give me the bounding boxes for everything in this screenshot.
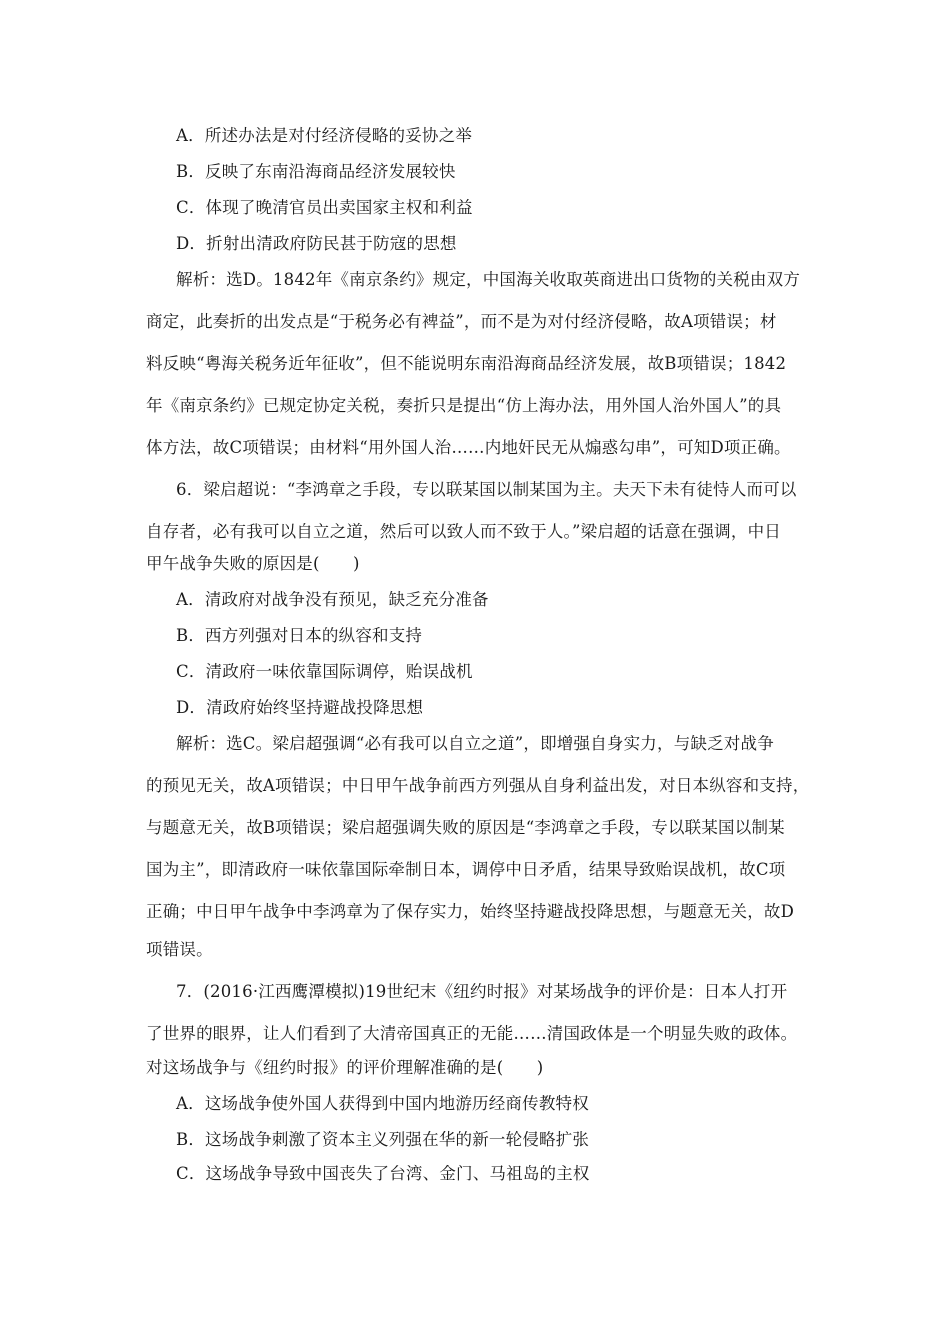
- q5-analysis-line: 解析：选D。1842年《南京条约》规定，中国海关收取英商进出口货物的关税由双方: [176, 270, 801, 289]
- q7-option-a: A．这场战争使外国人获得到中国内地游历经商传教特权: [176, 1094, 589, 1113]
- q6-option-c: C．清政府一味依靠国际调停，贻误战机: [176, 662, 473, 681]
- q5-analysis-line: 料反映“粤海关税务近年征收”，但不能说明东南沿海商品经济发展，故B项错误；1842: [146, 354, 787, 373]
- q6-analysis-line: 的预见无关，故A项错误；中日甲午战争前西方列强从自身利益出发，对日本纵容和支持，: [146, 776, 810, 795]
- q6-analysis-line: 正确；中日甲午战争中李鸿章为了保存实力，始终坚持避战投降思想，与题意无关，故D: [146, 902, 795, 921]
- q7-option-b: B．这场战争刺激了资本主义列强在华的新一轮侵略扩张: [176, 1130, 590, 1149]
- q5-analysis-line: 年《南京条约》已规定协定关税，奏折只是提出“仿上海办法，用外国人治外国人”的具: [146, 396, 782, 415]
- q7-stem-line: 7．(2016·江西鹰潭模拟)19世纪末《纽约时报》对某场战争的评价是：日本人打开: [176, 982, 788, 1001]
- q7-option-c: C．这场战争导致中国丧失了台湾、金门、马祖岛的主权: [176, 1164, 590, 1183]
- q6-analysis-line: 解析：选C。梁启超强调“必有我可以自立之道”，即增强自身实力，与缺乏对战争: [176, 734, 774, 753]
- q6-stem-line: 自存者，必有我可以自立之道，然后可以致人而不致于人。”梁启超的话意在强调，中日: [146, 522, 781, 541]
- q5-option-a: A．所述办法是对付经济侵略的妥协之举: [176, 126, 473, 145]
- q6-analysis-line: 国为主”，即清政府一味依靠国际牵制日本，调停中日矛盾，结果导致贻误战机，故C项: [146, 860, 786, 879]
- q6-stem-line: 6．梁启超说：“李鸿章之手段，专以联某国以制某国为主。夫天下未有徒恃人而可以: [176, 480, 797, 499]
- q7-stem-line: 对这场战争与《纽约时报》的评价理解准确的是( ): [146, 1058, 544, 1077]
- q6-analysis-line: 项错误。: [146, 940, 213, 959]
- q5-option-d: D．折射出清政府防民甚于防寇的思想: [176, 234, 457, 253]
- q5-analysis-line: 体方法，故C项错误；由材料“用外国人治……内地奸民无从煽惑勾串”，可知D项正确。: [146, 438, 791, 457]
- q6-option-b: B．西方列强对日本的纵容和支持: [176, 626, 423, 645]
- q6-option-a: A．清政府对战争没有预见，缺乏充分准备: [176, 590, 489, 609]
- q5-analysis-line: 商定，此奏折的出发点是“于税务必有裨益”，而不是为对付经济侵略，故A项错误；材: [146, 312, 777, 331]
- q6-analysis-line: 与题意无关，故B项错误；梁启超强调失败的原因是“李鸿章之手段，专以联某国以制某: [146, 818, 785, 837]
- q6-stem-line: 甲午战争失败的原因是( ): [146, 554, 360, 573]
- q5-option-b: B．反映了东南沿海商品经济发展较快: [176, 162, 456, 181]
- q6-option-d: D．清政府始终坚持避战投降思想: [176, 698, 424, 717]
- q5-option-c: C．体现了晚清官员出卖国家主权和利益: [176, 198, 473, 217]
- q7-stem-line: 了世界的眼界，让人们看到了大清帝国真正的无能……清国政体是一个明显失败的政体。: [146, 1024, 798, 1043]
